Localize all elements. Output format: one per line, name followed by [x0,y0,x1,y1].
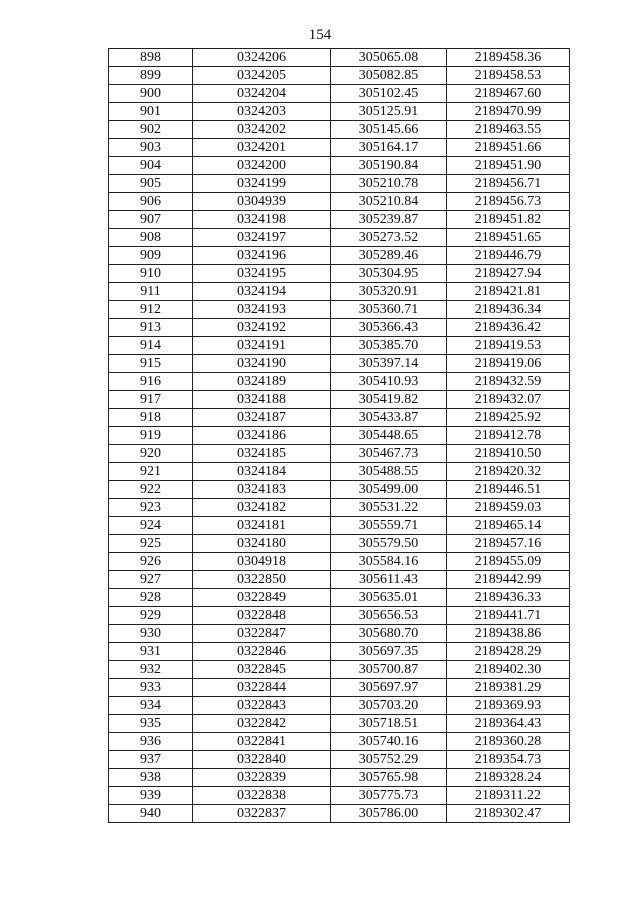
point-id-cell: 0324184 [193,463,331,481]
y-coordinate-cell: 2189446.79 [447,247,570,265]
table-row [109,337,570,355]
point-id-cell: 0324191 [193,337,331,355]
point-number-cell: 934 [109,697,193,715]
table-row [109,67,570,85]
y-coordinate-cell: 2189470.99 [447,103,570,121]
point-id-cell: 0324201 [193,139,331,157]
point-id-cell: 0324183 [193,481,331,499]
table-row [109,499,570,517]
point-id-cell: 0324196 [193,247,331,265]
point-id-cell: 0322848 [193,607,331,625]
y-coordinate-cell: 2189463.55 [447,121,570,139]
point-id-cell: 0322849 [193,589,331,607]
table-row [109,733,570,751]
y-coordinate-cell: 2189456.73 [447,193,570,211]
x-coordinate-cell: 305304.95 [331,265,447,283]
point-number-cell: 927 [109,571,193,589]
x-coordinate-cell: 305718.51 [331,715,447,733]
point-id-cell: 0322843 [193,697,331,715]
x-coordinate-cell: 305740.16 [331,733,447,751]
table-row [109,571,570,589]
table-row [109,175,570,193]
x-coordinate-cell: 305210.78 [331,175,447,193]
x-coordinate-cell: 305273.52 [331,229,447,247]
point-id-cell: 0324195 [193,265,331,283]
table-row [109,535,570,553]
y-coordinate-cell: 2189456.71 [447,175,570,193]
table-row [109,697,570,715]
x-coordinate-cell: 305210.84 [331,193,447,211]
x-coordinate-cell: 305697.97 [331,679,447,697]
x-coordinate-cell: 305559.71 [331,517,447,535]
x-coordinate-cell: 305786.00 [331,805,447,823]
x-coordinate-cell: 305190.84 [331,157,447,175]
table-row [109,103,570,121]
x-coordinate-cell: 305499.00 [331,481,447,499]
y-coordinate-cell: 2189412.78 [447,427,570,445]
point-number-cell: 931 [109,643,193,661]
table-row [109,661,570,679]
y-coordinate-cell: 2189436.42 [447,319,570,337]
y-coordinate-cell: 2189360.28 [447,733,570,751]
y-coordinate-cell: 2189436.33 [447,589,570,607]
y-coordinate-cell: 2189446.51 [447,481,570,499]
point-number-cell: 916 [109,373,193,391]
table-row [109,391,570,409]
table-row [109,121,570,139]
x-coordinate-cell: 305164.17 [331,139,447,157]
point-id-cell: 0324181 [193,517,331,535]
point-number-cell: 940 [109,805,193,823]
y-coordinate-cell: 2189328.24 [447,769,570,787]
point-id-cell: 0324193 [193,301,331,319]
point-id-cell: 0324203 [193,103,331,121]
y-coordinate-cell: 2189432.59 [447,373,570,391]
point-id-cell: 0324182 [193,499,331,517]
x-coordinate-cell: 305385.70 [331,337,447,355]
point-number-cell: 918 [109,409,193,427]
point-id-cell: 0324204 [193,85,331,103]
y-coordinate-cell: 2189369.93 [447,697,570,715]
point-number-cell: 935 [109,715,193,733]
point-id-cell: 0324199 [193,175,331,193]
table-row [109,787,570,805]
point-number-cell: 938 [109,769,193,787]
point-number-cell: 915 [109,355,193,373]
point-id-cell: 0322841 [193,733,331,751]
table-row [109,805,570,823]
point-number-cell: 902 [109,121,193,139]
x-coordinate-cell: 305145.66 [331,121,447,139]
table-row [109,355,570,373]
point-id-cell: 0322838 [193,787,331,805]
y-coordinate-cell: 2189381.29 [447,679,570,697]
y-coordinate-cell: 2189442.99 [447,571,570,589]
y-coordinate-cell: 2189364.43 [447,715,570,733]
y-coordinate-cell: 2189457.16 [447,535,570,553]
table-row [109,193,570,211]
x-coordinate-cell: 305448.65 [331,427,447,445]
point-number-cell: 898 [109,49,193,67]
point-number-cell: 906 [109,193,193,211]
y-coordinate-cell: 2189441.71 [447,607,570,625]
table-row [109,427,570,445]
table-row [109,85,570,103]
point-id-cell: 0324197 [193,229,331,247]
x-coordinate-cell: 305579.50 [331,535,447,553]
y-coordinate-cell: 2189420.32 [447,463,570,481]
point-number-cell: 910 [109,265,193,283]
point-id-cell: 0322842 [193,715,331,733]
point-id-cell: 0324186 [193,427,331,445]
table-row [109,283,570,301]
table-row [109,589,570,607]
x-coordinate-cell: 305531.22 [331,499,447,517]
table-row [109,247,570,265]
x-coordinate-cell: 305656.53 [331,607,447,625]
y-coordinate-cell: 2189467.60 [447,85,570,103]
y-coordinate-cell: 2189451.66 [447,139,570,157]
x-coordinate-cell: 305397.14 [331,355,447,373]
point-number-cell: 913 [109,319,193,337]
x-coordinate-cell: 305775.73 [331,787,447,805]
point-number-cell: 911 [109,283,193,301]
point-number-cell: 933 [109,679,193,697]
table-row [109,265,570,283]
point-number-cell: 917 [109,391,193,409]
point-number-cell: 904 [109,157,193,175]
point-id-cell: 0322840 [193,751,331,769]
table-row [109,373,570,391]
point-number-cell: 899 [109,67,193,85]
x-coordinate-cell: 305065.08 [331,49,447,67]
point-number-cell: 923 [109,499,193,517]
x-coordinate-cell: 305700.87 [331,661,447,679]
y-coordinate-cell: 2189311.22 [447,787,570,805]
table-row [109,751,570,769]
x-coordinate-cell: 305125.91 [331,103,447,121]
point-number-cell: 905 [109,175,193,193]
point-number-cell: 922 [109,481,193,499]
y-coordinate-cell: 2189419.53 [447,337,570,355]
point-number-cell: 901 [109,103,193,121]
table-row [109,211,570,229]
y-coordinate-cell: 2189459.03 [447,499,570,517]
y-coordinate-cell: 2189458.53 [447,67,570,85]
y-coordinate-cell: 2189428.29 [447,643,570,661]
y-coordinate-cell: 2189436.34 [447,301,570,319]
table-row [109,769,570,787]
x-coordinate-cell: 305584.16 [331,553,447,571]
point-number-cell: 932 [109,661,193,679]
table-row [109,517,570,535]
point-number-cell: 900 [109,85,193,103]
point-id-cell: 0324192 [193,319,331,337]
x-coordinate-cell: 305697.35 [331,643,447,661]
y-coordinate-cell: 2189432.07 [447,391,570,409]
x-coordinate-cell: 305680.70 [331,625,447,643]
point-number-cell: 912 [109,301,193,319]
table-row [109,409,570,427]
x-coordinate-cell: 305360.71 [331,301,447,319]
point-id-cell: 0324189 [193,373,331,391]
y-coordinate-cell: 2189465.14 [447,517,570,535]
point-number-cell: 926 [109,553,193,571]
coordinates-table-body [109,49,570,823]
y-coordinate-cell: 2189402.30 [447,661,570,679]
y-coordinate-cell: 2189354.73 [447,751,570,769]
x-coordinate-cell: 305082.85 [331,67,447,85]
point-id-cell: 0324206 [193,49,331,67]
x-coordinate-cell: 305366.43 [331,319,447,337]
y-coordinate-cell: 2189438.86 [447,625,570,643]
table-row [109,481,570,499]
x-coordinate-cell: 305752.29 [331,751,447,769]
point-number-cell: 907 [109,211,193,229]
point-id-cell: 0324187 [193,409,331,427]
table-row [109,445,570,463]
x-coordinate-cell: 305488.55 [331,463,447,481]
y-coordinate-cell: 2189410.50 [447,445,570,463]
table-row [109,139,570,157]
point-id-cell: 0322839 [193,769,331,787]
point-id-cell: 0322837 [193,805,331,823]
y-coordinate-cell: 2189419.06 [447,355,570,373]
point-id-cell: 0324205 [193,67,331,85]
point-number-cell: 909 [109,247,193,265]
table-row [109,301,570,319]
table-row [109,625,570,643]
x-coordinate-cell: 305635.01 [331,589,447,607]
point-number-cell: 919 [109,427,193,445]
x-coordinate-cell: 305102.45 [331,85,447,103]
x-coordinate-cell: 305289.46 [331,247,447,265]
table-row [109,463,570,481]
point-id-cell: 0322845 [193,661,331,679]
x-coordinate-cell: 305611.43 [331,571,447,589]
table-row [109,679,570,697]
y-coordinate-cell: 2189421.81 [447,283,570,301]
y-coordinate-cell: 2189427.94 [447,265,570,283]
point-number-cell: 914 [109,337,193,355]
x-coordinate-cell: 305419.82 [331,391,447,409]
y-coordinate-cell: 2189451.90 [447,157,570,175]
y-coordinate-cell: 2189302.47 [447,805,570,823]
y-coordinate-cell: 2189455.09 [447,553,570,571]
table-row [109,229,570,247]
x-coordinate-cell: 305433.87 [331,409,447,427]
y-coordinate-cell: 2189458.36 [447,49,570,67]
x-coordinate-cell: 305239.87 [331,211,447,229]
point-number-cell: 924 [109,517,193,535]
point-id-cell: 0304918 [193,553,331,571]
point-id-cell: 0324185 [193,445,331,463]
point-number-cell: 921 [109,463,193,481]
point-id-cell: 0324190 [193,355,331,373]
point-number-cell: 930 [109,625,193,643]
point-number-cell: 920 [109,445,193,463]
point-number-cell: 903 [109,139,193,157]
point-number-cell: 929 [109,607,193,625]
y-coordinate-cell: 2189425.92 [447,409,570,427]
point-id-cell: 0322846 [193,643,331,661]
table-row [109,643,570,661]
point-id-cell: 0304939 [193,193,331,211]
x-coordinate-cell: 305467.73 [331,445,447,463]
page-number: 154 [308,27,332,43]
point-id-cell: 0324202 [193,121,331,139]
table-row [109,49,570,67]
table-row [109,553,570,571]
point-number-cell: 925 [109,535,193,553]
point-id-cell: 0322847 [193,625,331,643]
x-coordinate-cell: 305703.20 [331,697,447,715]
point-id-cell: 0324198 [193,211,331,229]
point-id-cell: 0324194 [193,283,331,301]
point-number-cell: 939 [109,787,193,805]
table-row [109,715,570,733]
table-row [109,607,570,625]
table-row [109,157,570,175]
point-number-cell: 937 [109,751,193,769]
point-number-cell: 936 [109,733,193,751]
x-coordinate-cell: 305320.91 [331,283,447,301]
x-coordinate-cell: 305765.98 [331,769,447,787]
point-number-cell: 928 [109,589,193,607]
y-coordinate-cell: 2189451.65 [447,229,570,247]
point-number-cell: 908 [109,229,193,247]
point-id-cell: 0322850 [193,571,331,589]
coordinates-table [108,48,570,823]
y-coordinate-cell: 2189451.82 [447,211,570,229]
point-id-cell: 0324188 [193,391,331,409]
table-row [109,319,570,337]
point-id-cell: 0322844 [193,679,331,697]
x-coordinate-cell: 305410.93 [331,373,447,391]
point-id-cell: 0324200 [193,157,331,175]
point-id-cell: 0324180 [193,535,331,553]
